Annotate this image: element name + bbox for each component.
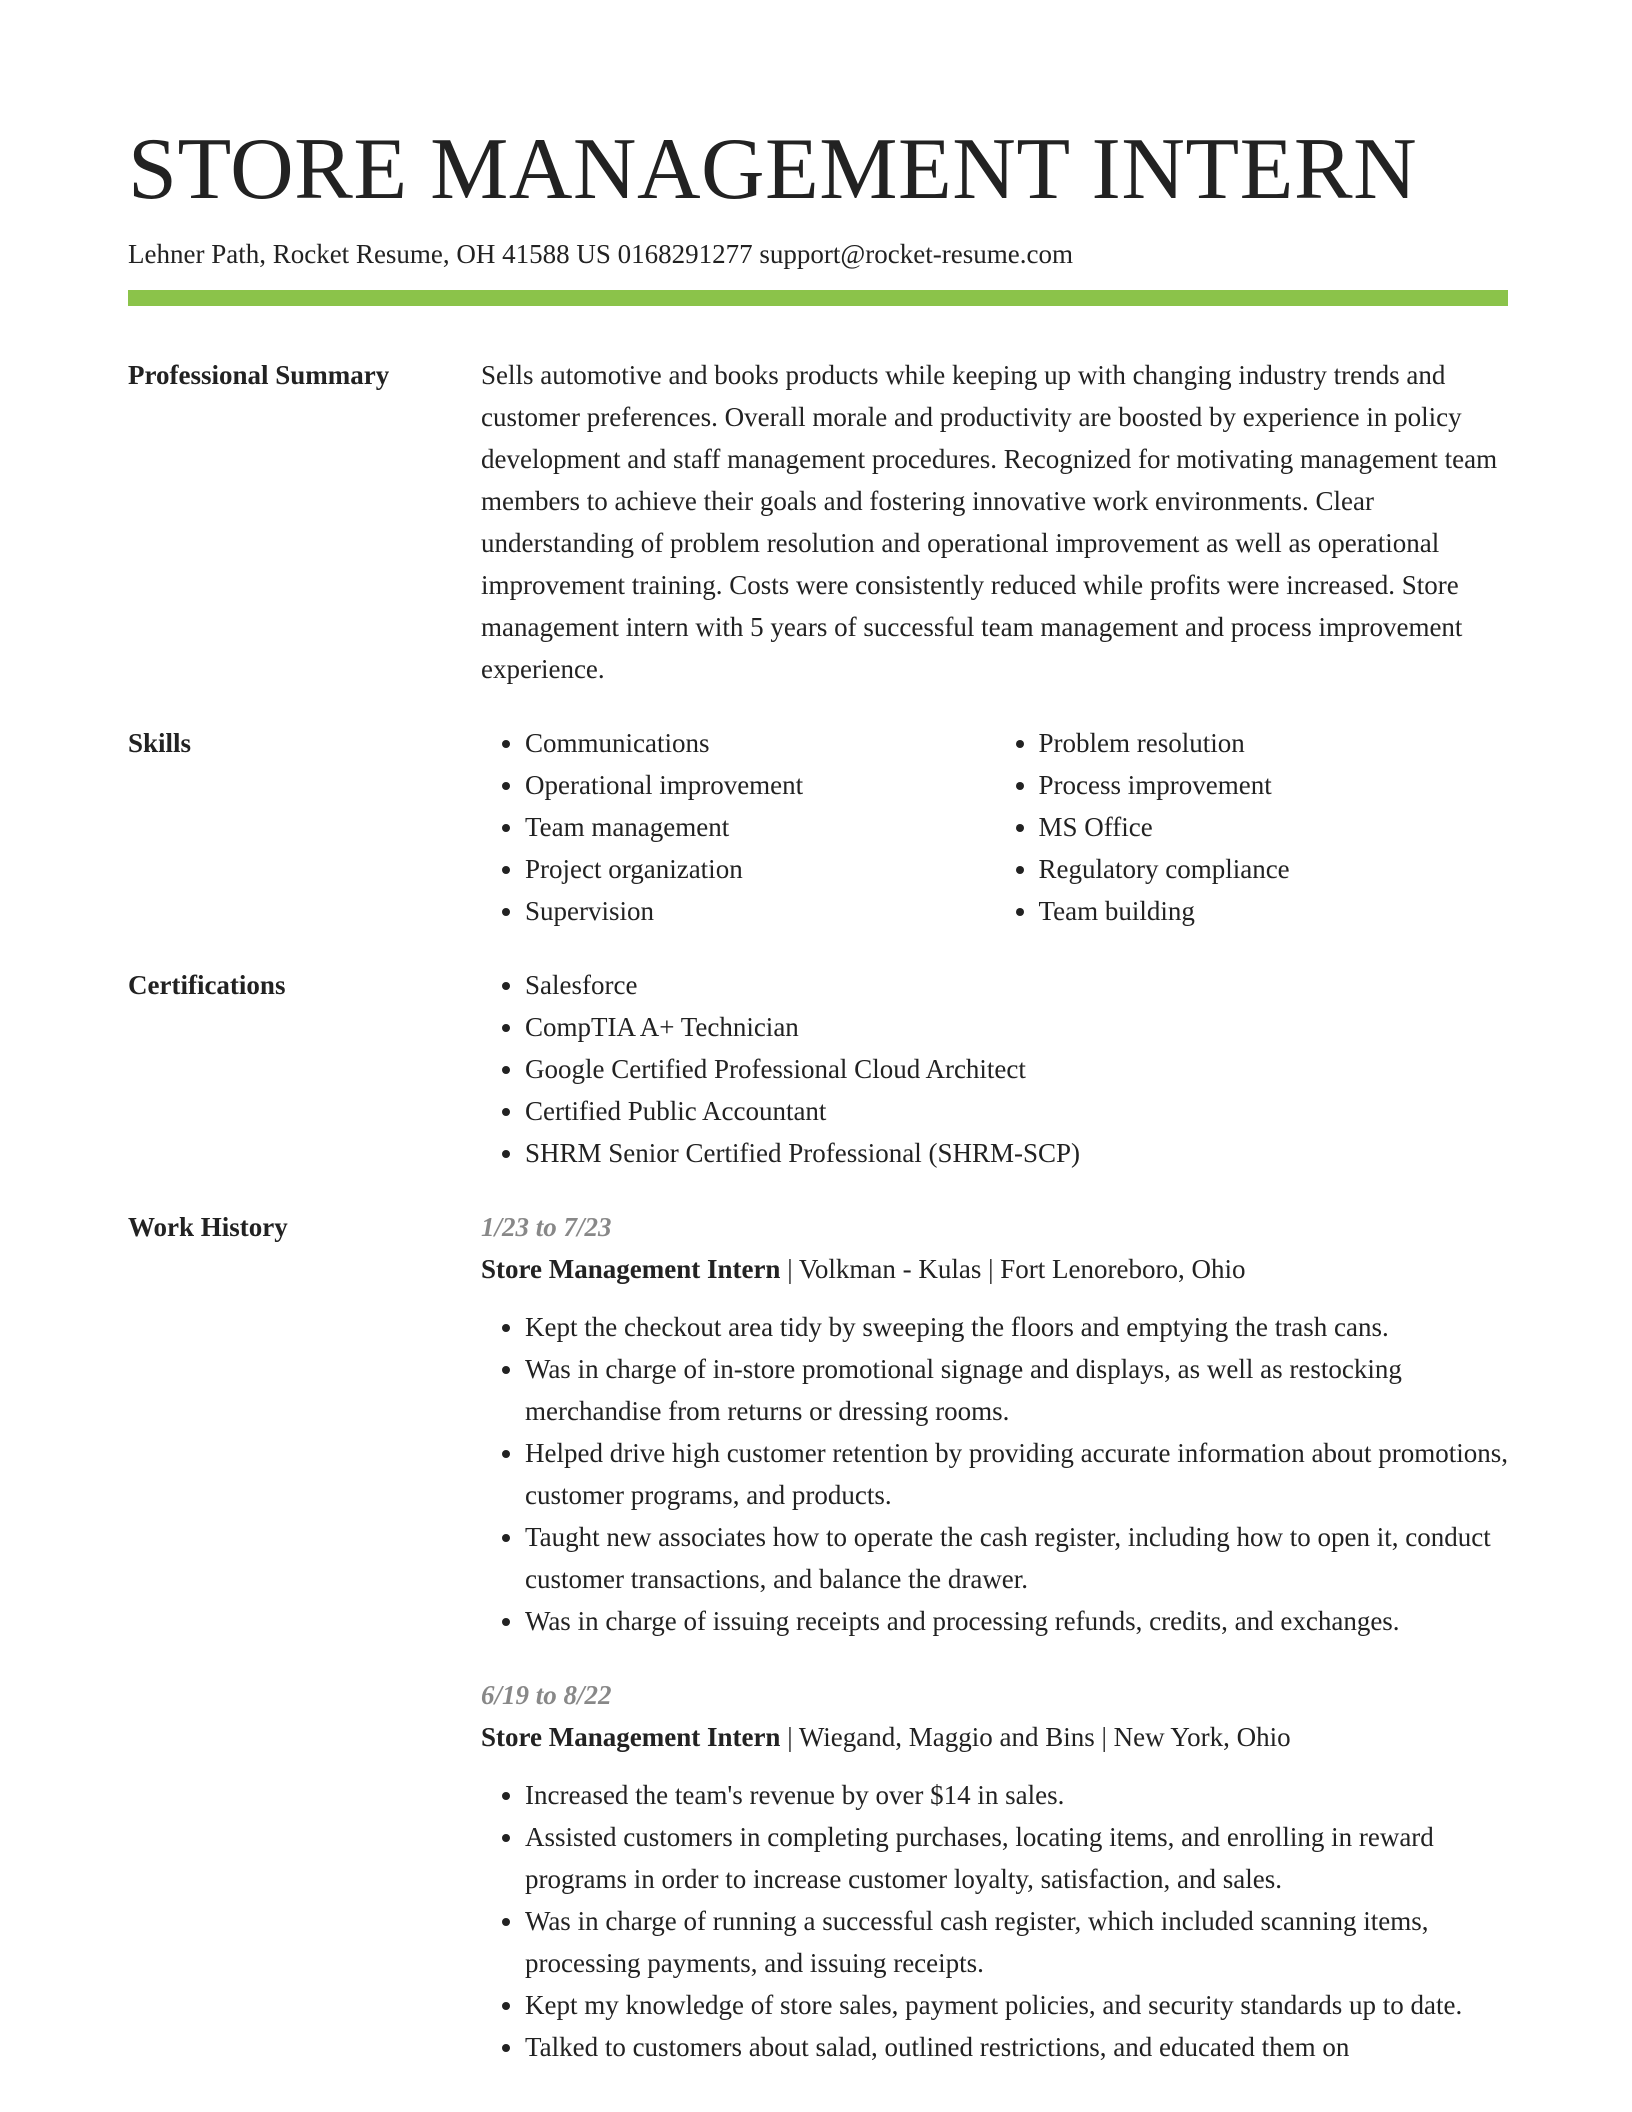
certification-item: • Certified Public Accountant [525,1090,1508,1132]
skill-item: • Process improvement [1039,764,1509,806]
skill-item: • Team management [525,806,995,848]
job-bullet: • Assisted customers in completing purchases, locating items, and enrolling in reward programs in order to increase customer loyalty, satisfaction, and sales. [525,1816,1508,1900]
skill-item: • Communications [525,722,995,764]
skill-item: • Project organization [525,848,995,890]
job-bullets [481,1774,1508,2068]
job-bullet: • Kept the checkout area tidy by sweeping the floors and emptying the trash cans. [525,1306,1508,1348]
summary-section [128,306,1508,690]
summary-text: Sells automotive and books products while keeping up with changing industry trends and customer preferences. Overall morale and productivity are boosted by experience in policy development and staff management procedures. Recognized for motivating management team members to achieve their goals and fostering innovative work environments. Clear understanding of problem resolution and operational improvement as well as operational improvement training. Costs were consistently reduced while profits were increased. Store management intern with 5 years of successful team management and process improvement experience. [481,360,1498,684]
resume-page [128,118,1508,2068]
skill-item: • Supervision [525,890,995,932]
job-heading [481,1716,1508,1758]
skill-item: • Operational improvement [525,764,995,806]
job-title: Store Management Intern [481,1254,781,1284]
skills-section [128,722,1508,932]
skill-item: • Regulatory compliance [1039,848,1509,890]
job-dates: 1/23 to 7/23 [481,1212,612,1242]
contact-info: Lehner Path, Rocket Resume, OH 41588 US 0168291277 support@rocket-resume.com [128,239,1073,269]
job-dates: 6/19 to 8/22 [481,1680,612,1710]
certifications-list [481,964,1508,1174]
job-employer-location: | Wiegand, Maggio and Bins | New York, Ohio [780,1722,1291,1752]
certification-item: • CompTIA A+ Technician [525,1006,1508,1048]
section-label-summary: Professional Summary [128,360,390,390]
job-bullet: • Was in charge of in-store promotional signage and displays, as well as restocking merchandise from returns or dressing rooms. [525,1348,1508,1432]
job-entry [481,1674,1508,2068]
job-bullets [481,1306,1508,1642]
resume-name: STORE MANAGEMENT INTERN [128,121,1418,218]
job-employer-location: | Volkman - Kulas | Fort Lenoreboro, Ohio [780,1254,1246,1284]
job-bullet: • Was in charge of running a successful cash register, which included scanning items, processing payments, and issuing receipts. [525,1900,1508,1984]
job-bullet: • Helped drive high customer retention by providing accurate information about promotions, customer programs, and products. [525,1432,1508,1516]
section-label-work-history: Work History [128,1212,288,1242]
certification-item: • Google Certified Professional Cloud Architect [525,1048,1508,1090]
job-bullet: • Increased the team's revenue by over $14 in sales. [525,1774,1508,1816]
skill-item: • MS Office [1039,806,1509,848]
skills-list-left [481,722,995,932]
work-history-section [128,1206,1508,2068]
job-bullet: • Was in charge of issuing receipts and processing refunds, credits, and exchanges. [525,1600,1508,1642]
job-bullet: • Taught new associates how to operate the cash register, including how to open it, conduct customer transactions, and balance the drawer. [525,1516,1508,1600]
skills-list-right [995,722,1509,932]
certification-item: • SHRM Senior Certified Professional (SHRM-SCP) [525,1132,1508,1174]
job-entry [481,1206,1508,1642]
job-bullet: • Talked to customers about salad, outlined restrictions, and educated them on [525,2026,1508,2068]
job-heading [481,1248,1508,1290]
certifications-section [128,964,1508,1174]
job-bullet: • Kept my knowledge of store sales, payment policies, and security standards up to date. [525,1984,1508,2026]
skill-item: • Team building [1039,890,1509,932]
skill-item: • Problem resolution [1039,722,1509,764]
section-label-certifications: Certifications [128,970,286,1000]
section-label-skills: Skills [128,728,192,758]
certification-item: • Salesforce [525,964,1508,1006]
accent-divider [128,290,1508,306]
job-title: Store Management Intern [481,1722,781,1752]
